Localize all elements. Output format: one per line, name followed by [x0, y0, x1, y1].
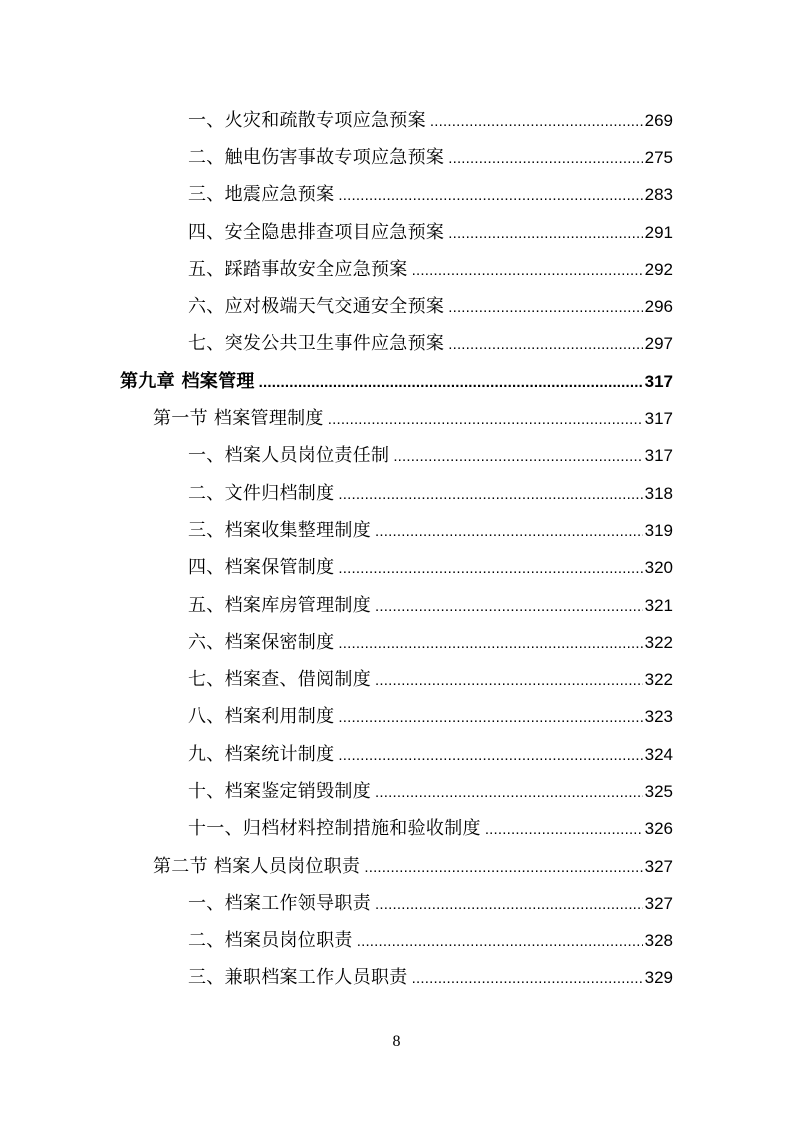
toc-entry-page: 321	[644, 595, 673, 615]
dot-leader	[338, 560, 642, 577]
toc-row	[0, 622, 793, 659]
toc-item-entry[interactable]	[188, 591, 673, 617]
toc-section-entry[interactable]	[153, 404, 673, 430]
toc-row	[0, 809, 793, 846]
toc-item-entry[interactable]	[188, 106, 673, 132]
toc-entry-title: 十一、归档材料控制措施和验收制度	[188, 818, 481, 840]
toc-entry-title: 第一节 档案管理制度	[153, 408, 324, 430]
toc-entry-title: 一、火灾和疏散专项应急预案	[188, 109, 426, 131]
toc-item-entry[interactable]	[188, 702, 673, 728]
toc-entry-page: 291	[644, 222, 673, 242]
toc-entry-page: 326	[644, 819, 673, 839]
toc-item-entry[interactable]	[188, 777, 673, 803]
toc-item-entry[interactable]	[188, 665, 673, 691]
toc-item-entry[interactable]	[188, 180, 673, 206]
toc-entry-page: 322	[644, 670, 673, 690]
toc-row	[0, 361, 793, 398]
dot-leader	[338, 187, 642, 204]
dot-leader	[430, 113, 643, 130]
toc-row	[0, 921, 793, 958]
toc-entry-title: 第二节 档案人员岗位职责	[153, 855, 361, 877]
toc-entry-page: 296	[644, 297, 673, 317]
toc-chapter-entry[interactable]	[120, 367, 673, 393]
toc-section-entry[interactable]	[153, 852, 673, 878]
toc-row	[0, 286, 793, 323]
toc-entry-title: 二、档案员岗位职责	[188, 930, 353, 952]
toc-item-entry[interactable]	[188, 963, 673, 989]
toc-entry-title: 六、应对极端天气交通安全预案	[188, 296, 445, 318]
toc-entry-page: 317	[644, 371, 673, 391]
toc-item-entry[interactable]	[188, 329, 673, 355]
toc-entry-title: 第九章 档案管理	[120, 370, 255, 392]
dot-leader	[375, 672, 643, 689]
toc-row	[0, 846, 793, 883]
toc-entry-title: 三、档案收集整理制度	[188, 519, 371, 541]
toc-entry-title: 一、档案人员岗位责任制	[188, 445, 390, 467]
dot-leader	[375, 896, 643, 913]
toc-row	[0, 137, 793, 174]
toc-entry-title: 七、档案查、借阅制度	[188, 669, 371, 691]
toc-entry-page: 323	[644, 707, 673, 727]
toc-item-entry[interactable]	[188, 553, 673, 579]
dot-leader	[338, 709, 642, 726]
table-of-contents	[0, 100, 793, 995]
toc-entry-page: 325	[644, 781, 673, 801]
dot-leader	[375, 598, 643, 615]
toc-row	[0, 100, 793, 137]
toc-entry-title: 五、踩踏事故安全应急预案	[188, 258, 408, 280]
toc-entry-page: 329	[644, 968, 673, 988]
toc-row	[0, 585, 793, 622]
toc-entry-title: 三、地震应急预案	[188, 184, 335, 206]
dot-leader	[338, 486, 642, 503]
dot-leader	[338, 635, 642, 652]
toc-row	[0, 883, 793, 920]
toc-entry-page: 324	[644, 744, 673, 764]
dot-leader	[338, 747, 642, 764]
dot-leader	[375, 784, 643, 801]
toc-entry-page: 328	[644, 931, 673, 951]
toc-item-entry[interactable]	[188, 926, 673, 952]
toc-entry-page: 318	[644, 483, 673, 503]
toc-item-entry[interactable]	[188, 516, 673, 542]
toc-row	[0, 958, 793, 995]
toc-row	[0, 212, 793, 249]
toc-item-entry[interactable]	[188, 814, 673, 840]
toc-entry-page: 317	[644, 446, 673, 466]
toc-row	[0, 249, 793, 286]
toc-entry-page: 292	[644, 259, 673, 279]
toc-item-entry[interactable]	[188, 143, 673, 169]
toc-row	[0, 659, 793, 696]
toc-row	[0, 398, 793, 435]
dot-leader	[485, 821, 643, 838]
dot-leader	[364, 859, 642, 876]
toc-row	[0, 548, 793, 585]
dot-leader	[375, 523, 643, 540]
toc-entry-page: 283	[644, 185, 673, 205]
toc-entry-title: 五、档案库房管理制度	[188, 594, 371, 616]
toc-row	[0, 510, 793, 547]
toc-item-entry[interactable]	[188, 292, 673, 318]
toc-entry-page: 317	[644, 409, 673, 429]
dot-leader	[357, 933, 643, 950]
toc-entry-page: 269	[644, 110, 673, 130]
toc-row	[0, 473, 793, 510]
toc-row	[0, 436, 793, 473]
toc-item-entry[interactable]	[188, 628, 673, 654]
toc-entry-title: 二、文件归档制度	[188, 482, 335, 504]
toc-row	[0, 771, 793, 808]
dot-leader	[448, 225, 642, 242]
toc-entry-title: 六、档案保密制度	[188, 631, 335, 653]
toc-row	[0, 734, 793, 771]
dot-leader	[259, 374, 643, 391]
toc-entry-title: 七、突发公共卫生事件应急预案	[188, 333, 445, 355]
toc-entry-page: 275	[644, 147, 673, 167]
toc-entry-page: 319	[644, 520, 673, 540]
dot-leader	[448, 336, 642, 353]
toc-entry-title: 四、档案保管制度	[188, 557, 335, 579]
dot-leader	[328, 411, 643, 428]
toc-entry-page: 327	[644, 893, 673, 913]
toc-item-entry[interactable]	[188, 441, 673, 467]
toc-item-entry[interactable]	[188, 479, 673, 505]
dot-leader	[412, 262, 643, 279]
toc-entry-title: 十、档案鉴定销毁制度	[188, 780, 371, 802]
toc-entry-page: 297	[644, 334, 673, 354]
toc-entry-title: 九、档案统计制度	[188, 743, 335, 765]
toc-row	[0, 697, 793, 734]
toc-item-entry[interactable]	[188, 255, 673, 281]
page-number: 8	[392, 1033, 401, 1050]
toc-item-entry[interactable]	[188, 889, 673, 915]
toc-entry-title: 三、兼职档案工作人员职责	[188, 967, 408, 989]
dot-leader	[412, 970, 643, 987]
toc-entry-title: 八、档案利用制度	[188, 706, 335, 728]
toc-entry-title: 一、档案工作领导职责	[188, 892, 371, 914]
toc-entry-page: 327	[644, 856, 673, 876]
toc-entry-page: 320	[644, 558, 673, 578]
dot-leader	[448, 299, 642, 316]
dot-leader	[393, 448, 642, 465]
toc-entry-title: 四、安全隐患排查项目应急预案	[188, 221, 445, 243]
dot-leader	[448, 150, 642, 167]
toc-item-entry[interactable]	[188, 218, 673, 244]
toc-entry-title: 二、触电伤害事故专项应急预案	[188, 146, 445, 168]
toc-row	[0, 175, 793, 212]
toc-entry-page: 322	[644, 632, 673, 652]
toc-row	[0, 324, 793, 361]
toc-item-entry[interactable]	[188, 740, 673, 766]
